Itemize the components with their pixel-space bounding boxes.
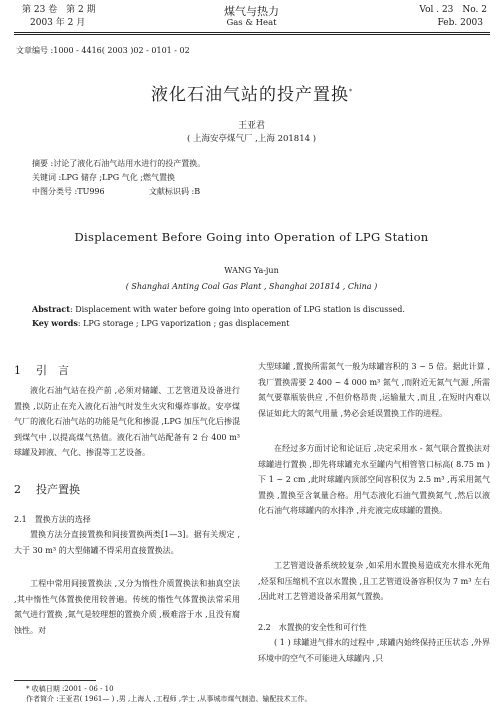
keywords-en — [32, 318, 290, 329]
abstract-cn: 摘要 :讨论了液化石油气站用水进行的投产置换。 — [32, 159, 206, 168]
header-rule — [14, 32, 490, 33]
journal-name-en: Gas & Heat — [226, 18, 277, 28]
footnote-author-info: 作者简介 :王亚君( 1961— ) ,男 ,上海人 ,工程师 ,学士 ,从事城市煤气制造、输配技术工作。 — [26, 695, 312, 703]
title-footnote-mark: * — [349, 88, 352, 96]
section-2-heading — [14, 481, 80, 497]
keywords-en-text: : LPG storage ; LPG vaporization ; gas displacement — [77, 319, 290, 328]
date-cn: 2003 年 2 月 — [30, 18, 86, 28]
document-code: 文献标识码 :B — [149, 187, 201, 196]
keywords-cn: 关键词 :LPG 储存 ;LPG 气化 ;燃气置换 — [32, 173, 175, 182]
method-paragraph-2: 工程中常用间接置换法 ,又分为惰性介质置换法和抽真空法 ,其中惰性气体置换使用较普遍。传统的惰性气体置换法常采用氮气进行置换 ,氮气是较理想的置换介质 ,极难溶于水 ,且没有腐蚀性。对 — [14, 579, 240, 635]
author-cn: 王亚君 — [237, 121, 265, 131]
section-1-title: 引 言 — [36, 364, 69, 377]
abstract-en-text: : Displacement with water before going into operation of LPG station is discussed. — [69, 305, 405, 314]
abstract-en-label: Abstract — [32, 304, 70, 314]
classification-code: 中图分类号 :TU996 — [32, 187, 105, 196]
section-2-title: 投产置换 — [36, 483, 80, 496]
affiliation-en: ( Shanghai Anting Coal Gas Plant , Shanghai 201814 , China ) — [125, 282, 378, 291]
footnote-received: * 收稿日期 :2001 - 06 - 10 — [26, 685, 114, 693]
section-1-number: 1 — [14, 364, 21, 377]
date-en: Feb. 2003 — [437, 18, 483, 28]
right-paragraph-1: 大型球罐 ,置换所需氮气一般为球罐容积的 3 ~ 5 倍。据此计算 ,我厂置换需要 2 400 ~ 4 000 m³ 氮气 ,而附近无氮气气源 ,所需氮气要靠瓶装供应 ,不但价格昂贵 ,运输量大 ,而且 ,在短时内难以保证如此大的氮气用量 ,势必会延误置换工作的进程。 — [258, 362, 490, 418]
abstract-en — [32, 304, 405, 315]
journal-name-cn: 煤气与热力 — [224, 5, 279, 18]
title-en: Displacement Before Going into Operation of LPG Station — [74, 230, 429, 244]
footnote-rule — [14, 680, 96, 681]
right-paragraph-3: 工艺管道设备系统较复杂 ,如采用水置换易造成充水排水死角 ,烃泵和压缩机不宜以水置换 ,且工艺管道设备容积仅为 7 m³ 左右 ,因此对工艺管道设备采用氮气置换。 — [258, 561, 490, 602]
title-block-cn — [0, 80, 503, 105]
introduction-paragraph: 液化石油气站在投产前 ,必须对储罐、工艺管道及设备进行置换 ,以防止在充入液化石油气时发生火灾和爆炸事故。安亭煤气厂的液化石油气站的功能是气化和掺混 ,LPG 加压气化后掺混到煤气中 ,以提高煤气热值。液化石油气站配备有 2 台 400 m³ 球罐及卸液、气化、掺混等工艺设备。 — [14, 386, 240, 458]
author-en: WANG Ya-jun — [224, 266, 279, 275]
right-paragraph-2: 在经过多方面讨论和论证后 ,决定采用水 - 氮气联合置换法对球罐进行置换 ,即先将球罐充水至罐内气相管管口标高( 8.75 m )下 1 ~ 2 cm ,此时球罐内顶部空间容积仅为 2.5 m³ ,再采用氮气置换 ,置换至含氧量合格。用气态液化石油气置换氮气 ,然后以液化石油气将球罐内的水排净 ,并充液完成球罐的置换。 — [258, 444, 490, 516]
title-cn: 液化石油气站的投产置换 — [151, 85, 349, 105]
right-paragraph-4: ( 1 ) 球罐进气排水的过程中 ,球罐内始终保持正压状态 ,外界环境中的空气不可能进入球罐内 ,只 — [258, 638, 490, 663]
subsection-2-2-heading: 2.2 水置换的安全性和可行性 — [258, 623, 367, 632]
subsection-2-1-heading: 2.1 置换方法的选择 — [14, 515, 91, 524]
affiliation-cn: ( 上海安亭煤气厂 ,上海 201814 ) — [186, 134, 317, 144]
volume-issue-cn: 第 23 卷 第 2 期 — [22, 5, 96, 15]
section-2-number: 2 — [14, 483, 21, 496]
section-1-heading — [14, 362, 69, 378]
volume-issue-en: Vol . 23 No. 2 — [419, 5, 487, 15]
keywords-en-label: Key words — [32, 318, 78, 328]
article-id: 文章编号 :1000 - 4416( 2003 )02 - 0101 - 02 — [16, 46, 190, 55]
method-paragraph-1: 置换方法分直接置换和间接置换两类[1—3]。据有关规定 ,大于 30 m³ 的大型储罐不得采用直接置换法。 — [14, 530, 240, 555]
header-rule-thin — [14, 34, 490, 35]
